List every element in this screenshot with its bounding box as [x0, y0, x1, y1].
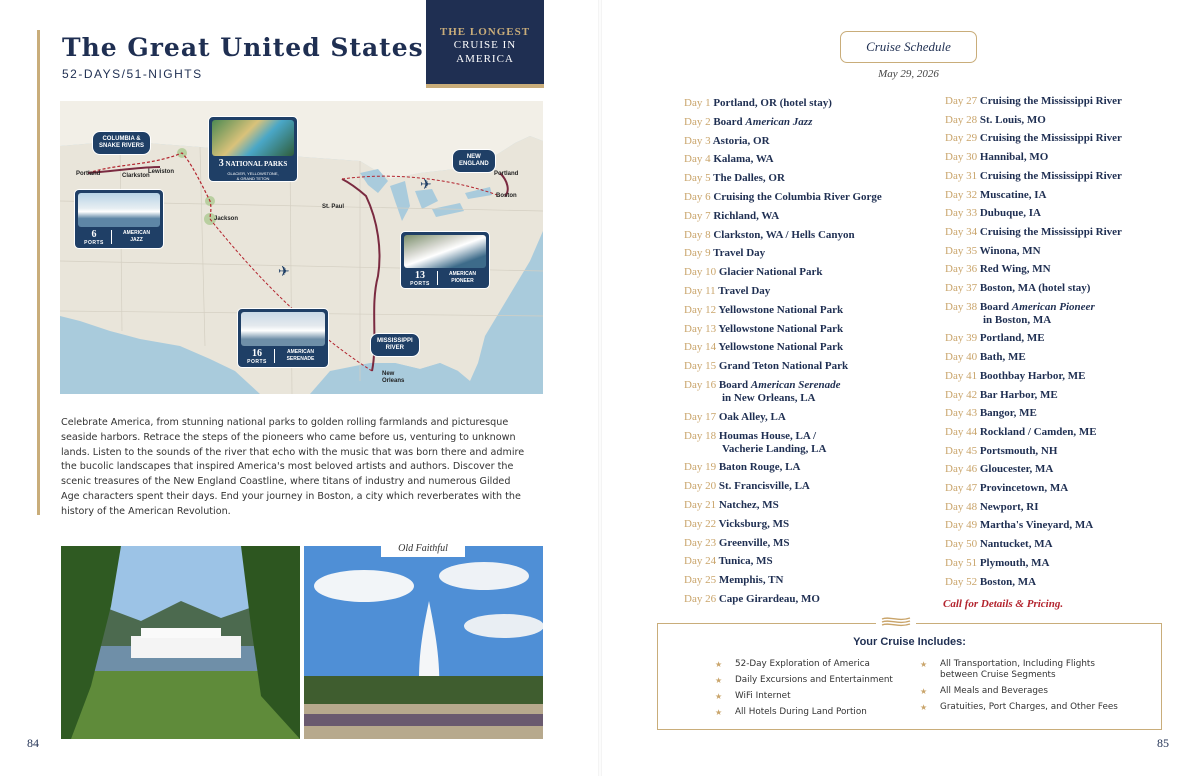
day-destination: Clarkston, WA / Hells Canyon	[710, 228, 855, 241]
day-number: Day 30	[945, 151, 978, 164]
star-bullet-icon: ★	[920, 703, 928, 712]
day-destination: Gloucester, MA	[977, 463, 1054, 476]
schedule-day	[684, 172, 785, 185]
ship-lake-photo	[61, 546, 300, 739]
day-destination: Board	[710, 115, 746, 128]
serenade-port-count: 16 PORTS	[247, 348, 267, 365]
day-number: Day 9	[684, 247, 711, 260]
ship-name: American Jazz	[745, 115, 813, 128]
flag-ornament-icon	[876, 615, 916, 629]
schedule-day	[945, 370, 1085, 383]
schedule-day	[945, 95, 1122, 108]
schedule-day	[684, 210, 779, 223]
ship-photo-pioneer	[404, 235, 486, 268]
intro-paragraph: Celebrate America, from stunning national parks to golden rolling farmlands and picturesque seaside harbors. Retrace the steps of the pioneers who came before us, venturing to unknown lands. Listen to the sounds of the river that echo with the music that was born there and admire the bucolic landscapes that inspired America's most beloved artists and authors. Discover the scenic treasures of the New England Coastline, where titans of industry and numerous Gilded Age characters spent their days. End your journey in Boston, a city which reverberates with the history of the American Revolution.	[61, 417, 525, 517]
day-number: Day 28	[945, 113, 978, 126]
schedule-day	[945, 519, 1093, 532]
day-destination: Travel Day	[715, 285, 771, 297]
day-destination: St. Louis, MO	[977, 113, 1046, 126]
day-destination: Provincetown, MA	[977, 482, 1069, 494]
includes-item: WiFi Internet	[735, 691, 791, 701]
star-bullet-icon: ★	[715, 708, 723, 717]
schedule-day	[684, 341, 843, 354]
day-destination: Cruising the Mississippi River	[977, 169, 1122, 182]
book-gutter	[598, 0, 602, 776]
day-destination: Rockland / Camden, ME	[977, 425, 1097, 438]
schedule-day	[945, 245, 1041, 258]
day-number: Day 5	[684, 172, 711, 185]
day-number: Day 27	[945, 95, 978, 107]
serenade-ship-name: AMERICAN SERENADE	[274, 349, 326, 363]
day-destination: Glacier National Park	[716, 266, 823, 279]
star-bullet-icon: ★	[715, 692, 723, 701]
includes-item: Daily Excursions and Entertainment	[735, 675, 893, 685]
schedule-day	[945, 263, 1051, 276]
day-number: Day 13	[684, 322, 717, 335]
day-number: Day 18	[684, 429, 717, 442]
day-number: Day 7	[684, 209, 711, 222]
schedule-day	[945, 282, 1090, 295]
page-number-left: 84	[27, 736, 39, 750]
route-map	[60, 101, 543, 394]
day-number: Day 4	[684, 153, 711, 166]
page-subtitle: 52-DAYS/51-NIGHTS	[62, 67, 203, 81]
schedule-day	[684, 153, 774, 166]
day-number: Day 10	[684, 266, 717, 279]
day-number: Day 49	[945, 519, 978, 532]
city-jackson: Jackson	[214, 216, 239, 222]
schedule-day	[684, 229, 855, 242]
day-destination: Cape Girardeau, MO	[716, 593, 820, 605]
page-number-right: 85	[1157, 736, 1169, 750]
includes-item: All Transportation, Including Flights between Cruise Segments	[940, 659, 1095, 680]
day-number: Day 3	[684, 134, 711, 147]
schedule-day	[684, 461, 800, 474]
day-number: Day 29	[945, 132, 978, 145]
schedule-day	[684, 593, 820, 606]
label-new-england: NEW ENGLAND	[452, 149, 496, 173]
star-bullet-icon: ★	[920, 660, 928, 669]
schedule-day	[684, 360, 848, 373]
city-portland-or: Portland	[76, 171, 101, 177]
day-number: Day 2	[684, 115, 711, 128]
day-destination: Winona, MN	[977, 244, 1041, 257]
day-destination: Portsmouth, NH	[977, 444, 1058, 457]
day-number: Day 17	[684, 410, 717, 423]
day-destination: Bath, ME	[977, 351, 1026, 364]
schedule-day	[945, 426, 1097, 439]
day-number: Day 19	[684, 461, 717, 474]
schedule-day	[945, 151, 1048, 164]
schedule-day	[684, 574, 783, 587]
schedule-day	[684, 411, 786, 424]
day-number: Day 26	[684, 593, 717, 605]
day-number: Day 48	[945, 500, 978, 513]
day-number: Day 52	[945, 575, 978, 588]
day-number: Day 6	[684, 191, 711, 203]
schedule-day	[945, 189, 1046, 202]
day-number: Day 42	[945, 388, 978, 401]
schedule-day	[945, 463, 1053, 476]
schedule-day	[684, 518, 789, 531]
parks-title: NATIONAL PARKS	[225, 160, 288, 168]
schedule-day	[945, 114, 1046, 127]
day-number: Day 51	[945, 556, 978, 569]
ship-name: American Serenade	[750, 379, 841, 391]
includes-title: Your Cruise Includes:	[853, 636, 966, 648]
day-destination: Board	[716, 379, 751, 391]
schedule-day	[945, 389, 1058, 402]
day-number: Day 31	[945, 169, 978, 182]
day-destination: Travel Day	[710, 247, 766, 260]
day-destination: Yellowstone National Park	[716, 322, 844, 335]
schedule-day	[684, 116, 812, 129]
schedule-day	[684, 247, 765, 260]
schedule-day-continued: in New Orleans, LA	[722, 392, 816, 404]
ship-photo-jazz	[78, 193, 160, 227]
schedule-day	[684, 480, 810, 493]
day-destination: Muscatine, IA	[977, 188, 1047, 201]
schedule-day	[945, 332, 1045, 345]
day-number: Day 45	[945, 444, 978, 457]
day-destination: Houmas House, LA /	[716, 429, 817, 442]
pioneer-ship-name: AMERICAN PIONEER	[437, 271, 487, 285]
schedule-day	[945, 482, 1068, 495]
day-destination: Boothbay Harbor, ME	[977, 369, 1086, 382]
day-number: Day 15	[684, 360, 717, 373]
day-number: Day 33	[945, 207, 978, 220]
schedule-day	[945, 170, 1122, 183]
day-number: Day 22	[684, 517, 717, 530]
day-destination: Baton Rouge, LA	[716, 461, 801, 474]
parks-card-title	[209, 158, 297, 169]
svg-text:✈: ✈	[278, 264, 290, 280]
schedule-day	[684, 499, 779, 512]
old-faithful-photo	[304, 546, 543, 739]
label-columbia-snake-rivers: COLUMBIA & SNAKE RIVERS	[92, 131, 151, 155]
schedule-day	[684, 304, 843, 317]
day-number: Day 32	[945, 188, 978, 201]
schedule-day	[684, 537, 790, 550]
day-number: Day 35	[945, 244, 978, 257]
day-number: Day 23	[684, 536, 717, 549]
schedule-day-continued: Vacherie Landing, LA	[722, 442, 827, 455]
day-destination: Astoria, OR	[710, 134, 770, 147]
day-number: Day 8	[684, 228, 711, 241]
day-destination: Natchez, MS	[716, 499, 779, 511]
day-number: Day 14	[684, 341, 717, 354]
schedule-day	[945, 501, 1039, 514]
day-destination: Boston, MA (hotel stay)	[977, 282, 1091, 294]
day-number: Day 41	[945, 369, 978, 382]
schedule-day	[684, 135, 770, 148]
badge-line-1: THE LONGEST	[439, 26, 531, 38]
day-number: Day 47	[945, 482, 978, 494]
day-destination: Red Wing, MN	[977, 263, 1051, 276]
schedule-day	[945, 538, 1053, 551]
day-number: Day 38	[945, 300, 978, 313]
day-number: Day 43	[945, 407, 978, 420]
day-destination: Cruising the Mississippi River	[977, 225, 1122, 238]
parks-count: 3	[218, 158, 224, 169]
day-destination: Cruising the Mississippi River	[977, 132, 1122, 145]
jazz-ship-name: AMERICAN JAZZ	[111, 230, 161, 244]
schedule-date: May 29, 2026	[878, 68, 939, 80]
schedule-day	[684, 379, 840, 392]
city-new-orleans: New Orleans	[382, 371, 405, 384]
city-st-paul: St. Paul	[322, 204, 345, 210]
includes-item: 52-Day Exploration of America	[735, 659, 870, 669]
star-bullet-icon: ★	[920, 687, 928, 696]
includes-item: All Meals and Beverages	[940, 686, 1048, 696]
parks-card-subtitle: GLACIER, YELLOWSTONE, & GRAND TETON	[227, 171, 279, 181]
day-destination: Nantucket, MA	[977, 538, 1053, 551]
park-photo	[212, 120, 294, 156]
day-number: Day 12	[684, 303, 717, 316]
day-destination: St. Francisville, LA	[716, 480, 810, 493]
schedule-day-continued: in Boston, MA	[983, 313, 1052, 326]
day-number: Day 44	[945, 425, 978, 438]
day-destination: Richland, WA	[710, 209, 780, 222]
schedule-day	[684, 266, 823, 279]
day-destination: Boston, MA	[977, 575, 1037, 588]
day-number: Day 37	[945, 282, 978, 294]
city-portland-me: Portland	[494, 171, 519, 177]
schedule-day	[945, 445, 1057, 458]
day-destination: Kalama, WA	[710, 153, 774, 166]
day-destination: Yellowstone National Park	[716, 341, 844, 354]
ship-name: American Pioneer	[1011, 300, 1095, 313]
day-number: Day 36	[945, 263, 978, 276]
day-number: Day 1	[684, 97, 711, 109]
city-clarkston: Clarkston	[122, 173, 150, 179]
city-boston: Boston	[496, 193, 517, 199]
city-lewiston: Lewiston	[148, 169, 175, 175]
schedule-day	[684, 430, 816, 443]
day-destination: Greenville, MS	[716, 536, 790, 549]
day-number: Day 24	[684, 555, 717, 568]
day-destination: Portland, ME	[977, 332, 1045, 345]
day-number: Day 16	[684, 379, 717, 391]
schedule-day	[684, 191, 882, 204]
day-destination: Newport, RI	[977, 500, 1039, 513]
schedule-day	[945, 351, 1026, 364]
day-destination: Plymouth, MA	[977, 556, 1050, 569]
badge-line-3: AMERICA	[456, 53, 514, 65]
day-number: Day 25	[684, 574, 717, 587]
call-for-pricing: Call for Details & Pricing.	[943, 598, 1064, 610]
schedule-day	[684, 285, 770, 298]
day-destination: Hannibal, MO	[977, 151, 1049, 164]
ship-card-american-serenade	[237, 308, 329, 368]
day-destination: Memphis, TN	[716, 574, 784, 587]
day-number: Day 50	[945, 538, 978, 551]
star-bullet-icon: ★	[715, 660, 723, 669]
day-number: Day 34	[945, 225, 978, 238]
day-number: Day 40	[945, 351, 978, 364]
page-title: The Great United States	[62, 33, 424, 62]
day-destination: Bangor, ME	[977, 407, 1037, 420]
day-destination: Grand Teton National Park	[716, 360, 849, 373]
schedule-day	[684, 97, 832, 110]
schedule-day	[945, 301, 1095, 314]
gold-vertical-rule	[37, 30, 40, 515]
star-bullet-icon: ★	[715, 676, 723, 685]
schedule-day	[945, 576, 1036, 589]
pioneer-port-count: 13 PORTS	[410, 270, 430, 287]
svg-text:✈: ✈	[420, 177, 432, 193]
ship-card-american-jazz	[74, 189, 164, 249]
day-destination: Yellowstone National Park	[716, 303, 844, 316]
day-destination: Martha's Vineyard, MA	[977, 519, 1094, 532]
day-destination: Portland, OR (hotel stay)	[710, 97, 832, 109]
schedule-day	[684, 555, 773, 568]
day-number: Day 46	[945, 463, 978, 476]
longest-cruise-badge	[426, 0, 544, 88]
schedule-day	[945, 226, 1122, 239]
day-number: Day 11	[684, 285, 716, 297]
includes-item: All Hotels During Land Portion	[735, 707, 867, 717]
day-number: Day 20	[684, 480, 717, 493]
cruise-schedule-heading: Cruise Schedule	[840, 31, 977, 63]
day-destination: Bar Harbor, ME	[977, 388, 1058, 401]
label-mississippi-river: MISSISSIPPI RIVER	[370, 333, 420, 357]
schedule-day	[945, 207, 1041, 220]
photo-caption-old-faithful: Old Faithful	[381, 541, 465, 557]
schedule-day	[945, 557, 1050, 570]
ship-photo-serenade	[241, 312, 325, 346]
schedule-day	[945, 132, 1122, 145]
day-destination: Cruising the Mississippi River	[977, 95, 1122, 107]
day-destination: Board	[977, 300, 1012, 313]
national-parks-card	[208, 116, 298, 182]
day-number: Day 39	[945, 332, 978, 345]
day-destination: Dubuque, IA	[977, 207, 1041, 220]
day-destination: Cruising the Columbia River Gorge	[710, 191, 882, 203]
schedule-day	[684, 323, 843, 336]
includes-item: Gratuities, Port Charges, and Other Fees	[940, 702, 1118, 712]
day-destination: Oak Alley, LA	[716, 410, 786, 423]
schedule-day	[945, 407, 1037, 420]
day-destination: The Dalles, OR	[710, 172, 785, 185]
day-destination: Tunica, MS	[716, 555, 773, 568]
day-destination: Vicksburg, MS	[716, 517, 790, 530]
badge-line-2: CRUISE IN	[453, 39, 517, 51]
ship-card-american-pioneer	[400, 231, 490, 289]
day-number: Day 21	[684, 499, 717, 511]
jazz-port-count: 6 PORTS	[84, 229, 104, 246]
